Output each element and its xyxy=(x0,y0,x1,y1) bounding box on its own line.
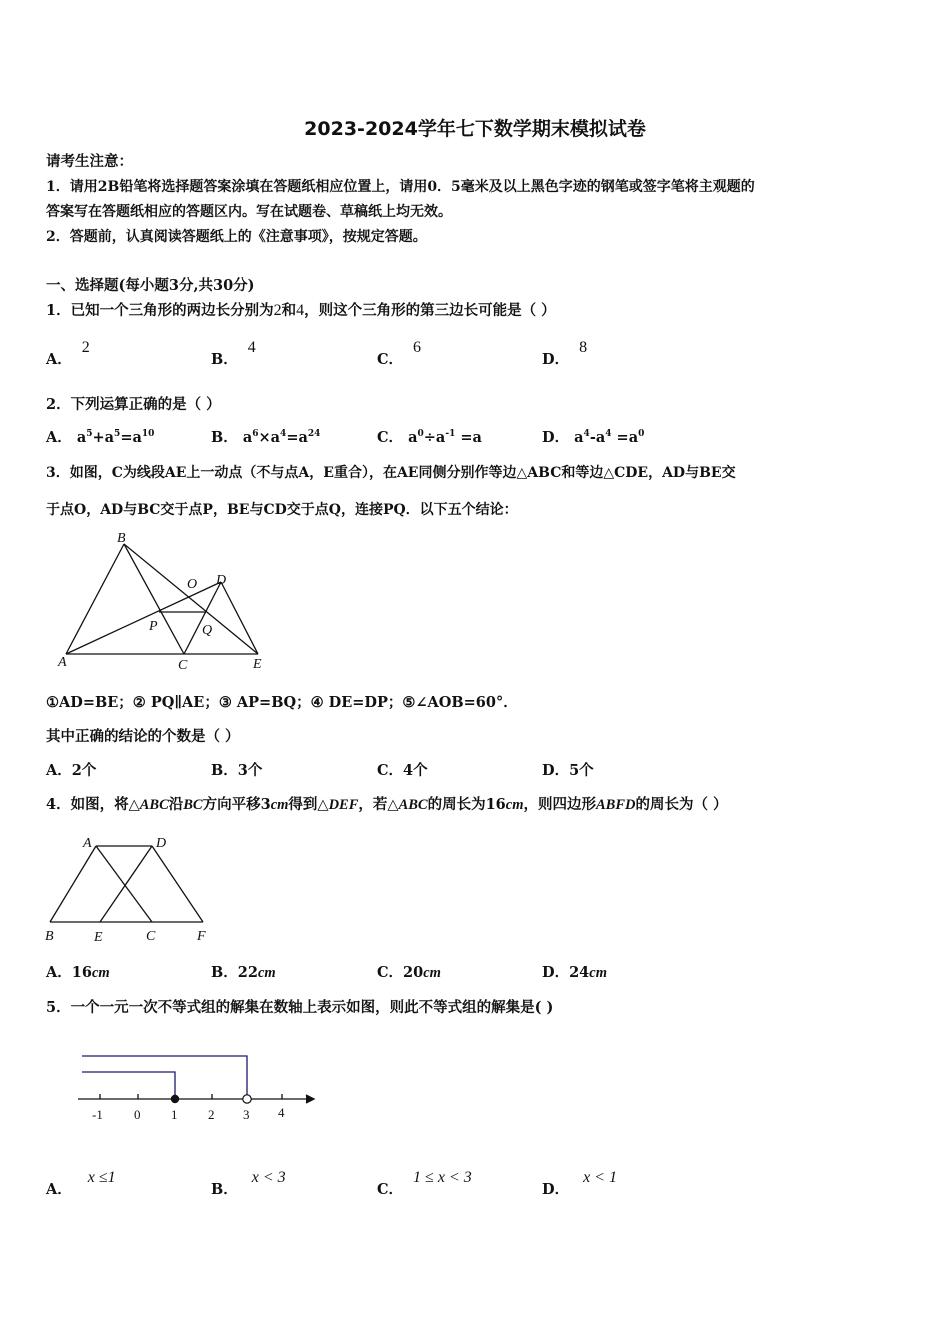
segment-cd xyxy=(184,582,221,654)
q1-option-a[interactable]: A．2 xyxy=(46,339,90,368)
tick-label: 4 xyxy=(278,1105,285,1120)
notice-line1b: 答案写在答题纸相应的答题区内。写在试题卷、草稿纸上均无效。 xyxy=(46,204,452,220)
label-p: P xyxy=(149,619,158,634)
label-e: E xyxy=(253,657,262,672)
q5-option-d[interactable]: D．x < 1 xyxy=(542,1169,617,1198)
q2-option-a[interactable]: A． $a^5+a^5=a^{10}$ xyxy=(46,429,155,446)
q4-stem: 4．如图，将△ABC沿BC方向平移3cm得到△DEF，若△ABC的周长为16cm，则四边形ABFD的周长为（ ） xyxy=(46,796,728,813)
q3-option-a[interactable]: A．2个 xyxy=(46,762,97,779)
q1-option-d[interactable]: D．8 xyxy=(542,339,588,368)
segment-ab xyxy=(66,544,124,654)
segment-de xyxy=(221,582,258,654)
label-f: F xyxy=(197,929,206,944)
segment-ad xyxy=(66,582,221,654)
label-o: O xyxy=(187,577,198,592)
axis-arrow xyxy=(306,1095,314,1103)
tick-label: 3 xyxy=(243,1107,250,1122)
q2-option-d[interactable]: D． $a^4-a^4 =a^0$ xyxy=(542,429,645,446)
tick-label: -1 xyxy=(92,1107,103,1122)
segment-df xyxy=(152,846,203,922)
label-b: B xyxy=(45,929,54,944)
label-d: D xyxy=(216,573,227,588)
q3-option-d[interactable]: D．5个 xyxy=(542,762,594,779)
q4-option-c[interactable]: C．20cm xyxy=(377,964,441,981)
q3-conclusions: ①AD=BE；② PQ∥AE；③ AP=BQ；④ DE=DP；⑤∠AOB=60°． xyxy=(46,694,518,711)
open-point-3 xyxy=(243,1095,251,1103)
segment-be xyxy=(124,544,258,654)
q4-option-a[interactable]: A．16cm xyxy=(46,964,110,981)
label-c: C xyxy=(146,929,156,944)
section-heading: 一、选择题(每小题3分,共30分) xyxy=(46,277,255,294)
q2-option-b[interactable]: B． $a^6\times a^4=a^{24}$ xyxy=(211,429,321,446)
label-e: E xyxy=(94,930,103,945)
label-c: C xyxy=(178,658,188,672)
label-d: D xyxy=(156,836,167,851)
q3-ask: 其中正确的结论的个数是（ ） xyxy=(46,728,240,745)
q3-stem-line2: 于点O，AD与BC交于点P，BE与CD交于点Q，连接PQ．以下五个结论： xyxy=(46,502,518,518)
q5-number-line xyxy=(70,1045,330,1135)
q1-option-c[interactable]: C．6 xyxy=(377,339,422,368)
notice-line1: 1．请用2B铅笔将选择题答案涂填在答题纸相应位置上，请用0．5毫米及以上黑色字迹的钢笔或签字笔将主观题的 xyxy=(46,179,755,195)
solid-point-1 xyxy=(171,1095,179,1103)
label-a: A xyxy=(58,655,67,670)
q3-option-c[interactable]: C．4个 xyxy=(377,762,428,779)
q5-stem: 5．一个一元一次不等式组的解集在数轴上表示如图，则此不等式组的解集是( ) xyxy=(46,999,554,1016)
label-b: B xyxy=(117,531,126,546)
notice-heading: 请考生注意： xyxy=(46,153,133,170)
q2-option-c[interactable]: C． $a^0\div a^{-1} =a$ xyxy=(377,429,482,446)
label-a: A xyxy=(83,836,92,851)
ray-less-than-3 xyxy=(82,1056,247,1095)
q5-option-a[interactable]: A．x ≤1 xyxy=(46,1169,116,1198)
notice-line2: 2．答题前，认真阅读答题纸上的《注意事项》，按规定答题。 xyxy=(46,229,427,245)
q1-option-b[interactable]: B．4 xyxy=(211,339,256,368)
q2-stem: 2．下列运算正确的是（ ） xyxy=(46,396,221,413)
q1-stem: 1．已知一个三角形的两边长分别为2和4，则这个三角形的第三边长可能是（ ） xyxy=(46,302,556,319)
q4-option-d[interactable]: D．24cm xyxy=(542,964,607,981)
tick-label: 1 xyxy=(171,1107,178,1122)
segment-bc xyxy=(124,544,184,654)
q3-option-b[interactable]: B．3个 xyxy=(211,762,263,779)
q4-figure xyxy=(40,830,220,948)
q3-stem-line1: 3．如图，C为线段AE上一动点（不与点A，E重合），在AE同侧分别作等边△ABC和等边△CDE，AD与BE交 xyxy=(46,465,736,481)
q5-option-c[interactable]: C．1 ≤ x < 3 xyxy=(377,1169,472,1198)
tick-label: 0 xyxy=(134,1107,141,1122)
ray-less-equal-1 xyxy=(82,1072,175,1099)
tick-label: 2 xyxy=(208,1107,215,1122)
q3-figure xyxy=(54,530,274,672)
q5-option-b[interactable]: B．x < 3 xyxy=(211,1169,286,1198)
q4-option-b[interactable]: B．22cm xyxy=(211,964,276,981)
segment-ab xyxy=(50,846,96,922)
label-q: Q xyxy=(202,623,213,638)
page-title: 2023-2024学年七下数学期末模拟试卷 xyxy=(304,118,646,140)
